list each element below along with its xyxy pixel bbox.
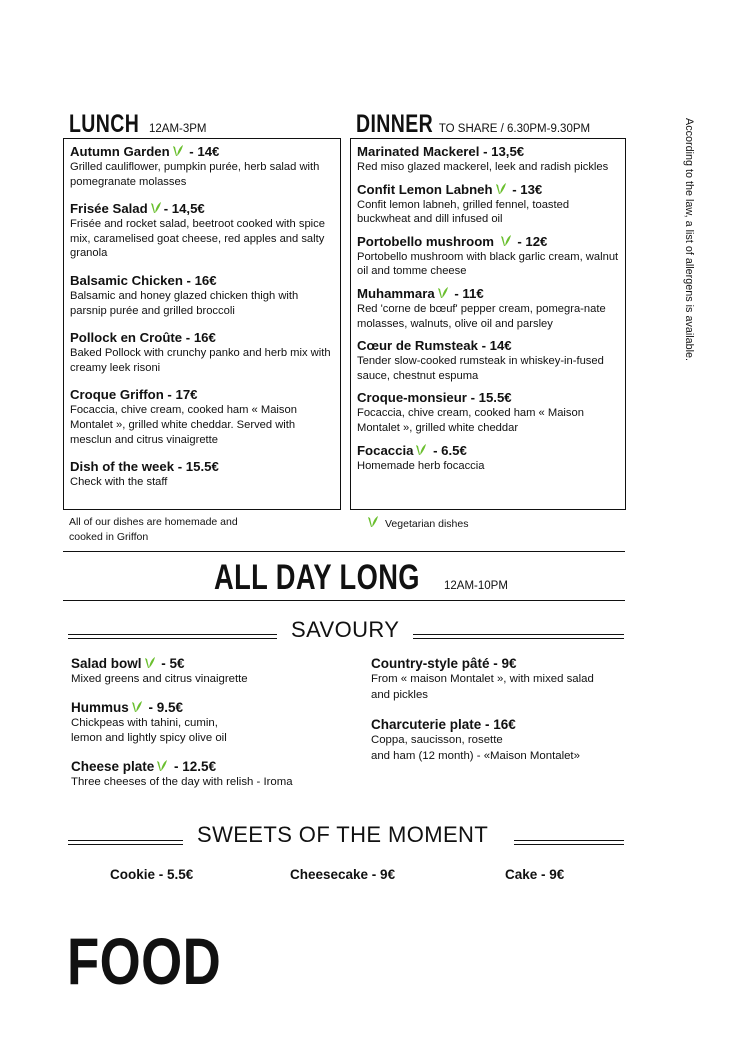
dinner-item <box>357 182 619 227</box>
savoury-item-desc: and pickles <box>371 688 428 701</box>
savoury-item <box>71 758 351 791</box>
dinner-item-name: Muhammara <box>357 285 435 301</box>
sweet-item: Cake - 9€ <box>505 867 565 882</box>
lunch-item <box>70 387 338 447</box>
leaf-icon <box>437 286 449 300</box>
savoury-rule-right <box>413 634 624 639</box>
lunch-item-desc: Baked Pollock with crunchy panko and herb mix with creamy leek risoni <box>70 347 331 374</box>
lunch-item <box>70 273 338 318</box>
dinner-item-desc: Portobello mushroom with black garlic cream, walnut oil and tomme cheese <box>357 250 619 278</box>
lunch-hours: 12AM-3PM <box>149 123 207 135</box>
savoury-rule-left <box>68 634 277 639</box>
dinner-title: DINNER <box>356 110 434 138</box>
savoury-title: SAVOURY <box>291 617 400 642</box>
leaf-icon <box>156 759 168 773</box>
lunch-item-desc: Frisée and rocket salad, beetroot cooked with spice mix, caramelised goat cheese, red apples and salty granola <box>70 218 325 260</box>
dinner-item <box>357 234 619 279</box>
savoury-item-desc: lemon and lightly spicy olive oil <box>71 732 227 744</box>
lunch-item-name: Pollock en Croûte - 16€ <box>70 330 216 346</box>
allergen-note: According to the law, a list of allergens is available. <box>683 118 695 362</box>
lunch-item <box>70 330 338 375</box>
sweets-title: SWEETS OF THE MOMENT <box>197 822 489 847</box>
leaf-icon <box>131 700 143 714</box>
savoury-item-price: - 12.5€ <box>170 758 217 774</box>
savoury-item-name: Salad bowl <box>71 656 142 671</box>
lunch-item-price: - 14€ <box>185 144 220 159</box>
savoury-item-desc: Chickpeas with tahini, cumin, <box>71 716 218 729</box>
savoury-item-price: - 9.5€ <box>144 699 184 715</box>
savoury-item <box>371 655 631 703</box>
savoury-item-name: Hummus <box>71 699 129 715</box>
sweets-rule-right <box>514 840 624 845</box>
leaf-icon <box>144 656 156 670</box>
lunch-item-name: Frisée Salad <box>70 201 148 217</box>
dinner-item <box>357 338 619 383</box>
dinner-item-price: - 6.5€ <box>429 442 467 458</box>
dinner-item-name: Croque-monsieur - 15.5€ <box>357 390 512 406</box>
dinner-item-desc: Confit lemon labneh, grilled fennel, toasted buckwheat and dill infused oil <box>357 198 570 226</box>
lunch-item-price: - 14,5€ <box>163 201 205 217</box>
lunch-item-desc: Balsamic and honey glazed chicken thigh with parsnip purée and grilled broccoli <box>70 289 299 317</box>
dinner-item-price: - 12€ <box>513 233 548 249</box>
lunch-item-name: Balsamic Chicken - 16€ <box>70 272 217 288</box>
leaf-icon <box>415 443 427 457</box>
food-title <box>67 926 260 996</box>
lunch-title: LUNCH <box>69 110 140 138</box>
lunch-item-name: Croque Griffon - 17€ <box>70 387 198 403</box>
dinner-item-desc: Tender slow-cooked rumsteak in whiskey-in-fused sauce, chestnut espuma <box>357 355 604 382</box>
savoury-item <box>371 716 631 764</box>
lunch-item-desc: Focaccia, chive cream, cooked ham « Maison Montalet », grilled white cheddar. Served with mesclun and citrus vinaigrette <box>70 404 297 446</box>
dinner-item-desc: Red miso glazed mackerel, leek and radish pickles <box>357 161 609 173</box>
lunch-item-desc: Check with the staff <box>70 476 168 489</box>
leaf-icon <box>172 144 184 158</box>
sweets-rule-left <box>68 840 183 845</box>
dinner-item-price: - 11€ <box>450 285 484 301</box>
savoury-right <box>371 655 631 764</box>
dinner-item-price: - 13€ <box>508 181 543 197</box>
veg-legend-label: Vegetarian dishes <box>385 518 469 530</box>
savoury-item-desc: Mixed greens and citrus vinaigrette <box>71 673 248 685</box>
savoury-item-desc: Three cheeses of the day with relish - Iroma <box>71 775 293 788</box>
dinner-item <box>357 286 619 331</box>
lunch-item-desc: Grilled cauliflower, pumpkin purée, herb salad with pomegranate molasses <box>70 161 320 188</box>
lunch-item-name: Autumn Garden <box>70 144 170 159</box>
sweet-item: Cheesecake - 9€ <box>290 867 396 882</box>
dinner-item-name: Focaccia <box>357 442 414 458</box>
all-day-hours: 12AM-10PM <box>444 580 508 592</box>
dinner-item-name: Portobello mushroom <box>357 233 498 249</box>
leaf-icon <box>150 201 162 215</box>
dinner-item-desc: Homemade herb focaccia <box>357 459 485 472</box>
savoury-item-name: Country-style pâté - 9€ <box>371 656 517 671</box>
savoury-item <box>71 699 351 747</box>
all-day-heading <box>214 558 508 598</box>
dinner-item-desc: Focaccia, chive cream, cooked ham « Maison Montalet », grilled white cheddar <box>357 407 584 434</box>
homemade-note: All of our dishes are homemade and cooked in Griffon <box>69 516 238 543</box>
lunch-item <box>70 201 338 261</box>
leaf-icon <box>495 182 507 196</box>
savoury-item-name: Charcuterie plate - 16€ <box>371 717 516 732</box>
savoury-item-desc: and ham (12 month) - «Maison Montalet» <box>371 749 580 762</box>
divider-bottom <box>63 600 625 601</box>
all-day-title: ALL DAY LONG <box>214 558 420 597</box>
savoury-left <box>71 655 351 790</box>
veg-legend <box>365 515 468 532</box>
savoury-item-price: - 5€ <box>157 656 185 671</box>
lunch-item-name: Dish of the week - 15.5€ <box>70 459 219 475</box>
food-title-text: FOOD <box>67 924 222 998</box>
leaf-icon <box>367 515 379 529</box>
dinner-item-name: Cœur de Rumsteak - 14€ <box>357 338 512 354</box>
lunch-item <box>70 144 338 189</box>
dinner-item-name: Confit Lemon Labneh <box>357 181 493 197</box>
savoury-item-desc: Coppa, saucisson, rosette <box>371 734 503 746</box>
dinner-item <box>357 390 619 435</box>
dinner-heading <box>356 110 590 139</box>
sweet-item: Cookie - 5.5€ <box>110 867 194 882</box>
leaf-icon <box>500 234 512 248</box>
dinner-item-name: Marinated Mackerel - 13,5€ <box>357 144 525 159</box>
savoury-item <box>71 655 351 688</box>
lunch-heading <box>69 110 207 139</box>
lunch-list <box>70 144 338 490</box>
lunch-item <box>70 459 338 490</box>
dinner-item <box>357 144 619 175</box>
dinner-item-desc: Red 'corne de bœuf' pepper cream, pomegra-nate molasses, walnuts, olive oil and parsley <box>357 302 606 330</box>
savoury-item-name: Cheese plate <box>71 758 155 774</box>
dinner-item <box>357 443 619 474</box>
dinner-hours: TO SHARE / 6.30PM-9.30PM <box>438 123 591 135</box>
savoury-item-desc: From « maison Montalet », with mixed salad <box>371 673 594 685</box>
dinner-list <box>357 144 619 473</box>
divider-top <box>63 551 625 552</box>
